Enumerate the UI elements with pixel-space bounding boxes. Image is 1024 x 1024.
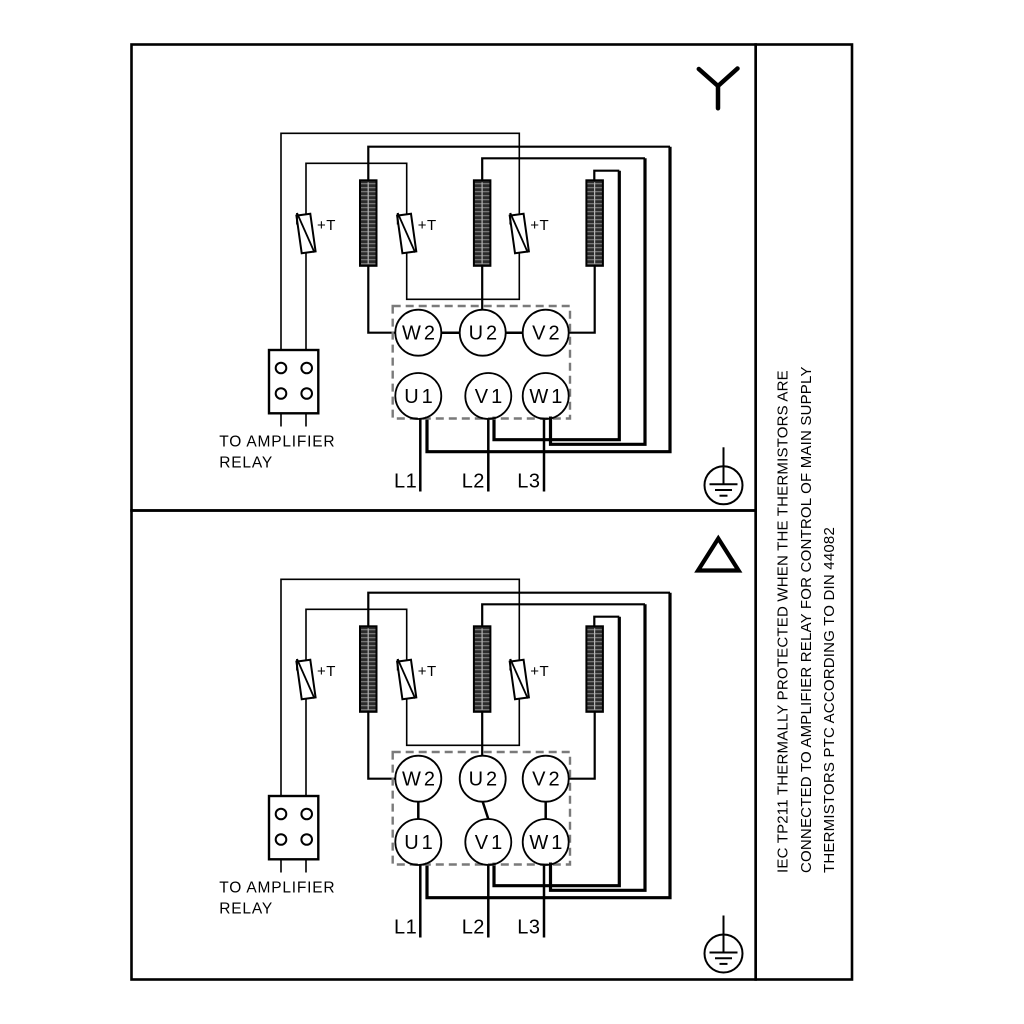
delta-panel-content xyxy=(219,579,670,938)
star-panel-content xyxy=(219,133,670,492)
delta-bridge-links xyxy=(418,802,545,819)
earth-symbol-icon xyxy=(705,916,743,973)
star-symbol-icon xyxy=(699,69,738,109)
earth-symbol-icon xyxy=(705,447,743,504)
star-panel xyxy=(132,45,756,511)
side-note-line2: CONNECTED TO AMPLIFIER RELAY FOR CONTROL OF MAIN SUPPLY xyxy=(797,366,815,873)
delta-symbol-icon xyxy=(698,539,739,571)
side-note-line3: THERMISTORS PTC ACCORDING TO DIN 44082 xyxy=(821,526,838,873)
delta-panel xyxy=(132,511,756,980)
side-note-line1: IEC TP211 THERMALLY PROTECTED WHEN THE THERMISTORS ARE xyxy=(774,370,792,873)
side-note-strip xyxy=(756,45,852,980)
